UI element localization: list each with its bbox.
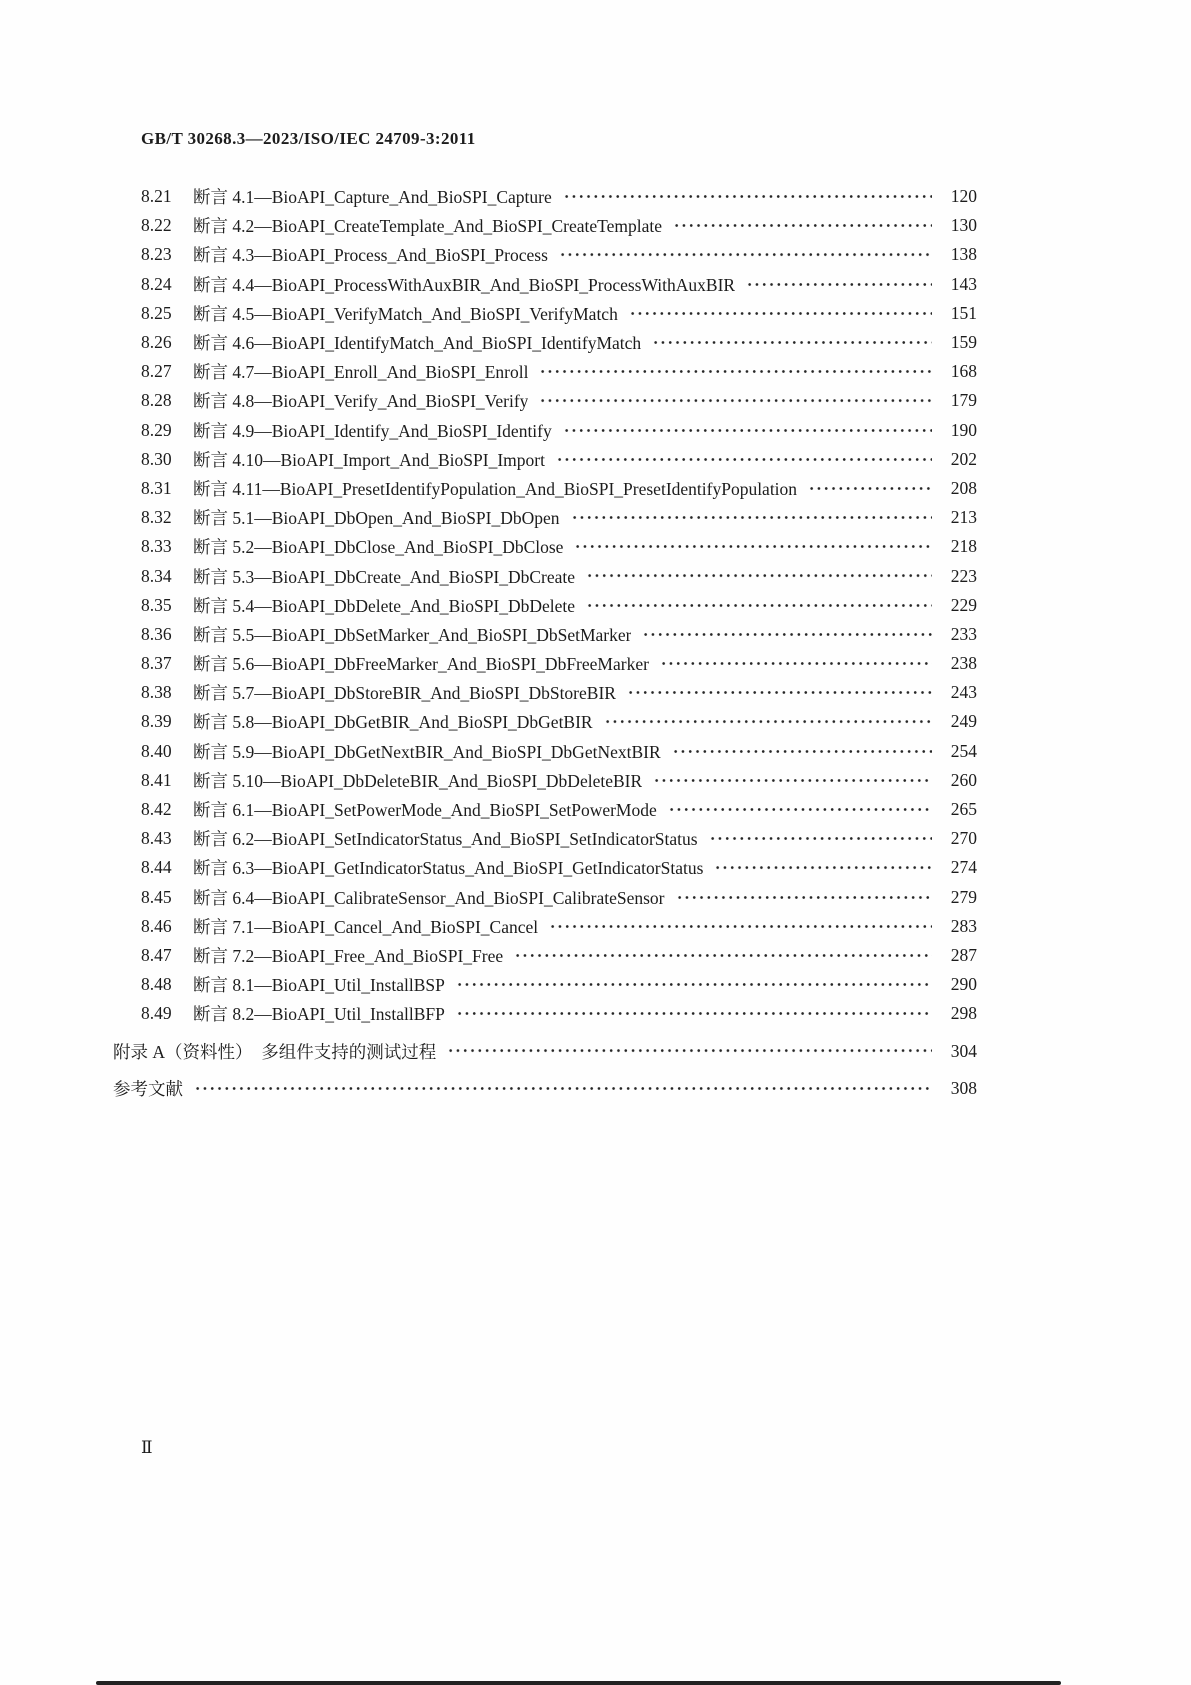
toc-entry-page: 233 xyxy=(950,623,977,644)
toc-entry-number: 8.30 xyxy=(141,448,172,469)
toc-entry-page: 265 xyxy=(950,799,977,820)
toc-entry xyxy=(113,503,977,532)
toc-entry xyxy=(113,912,977,941)
toc-entry xyxy=(113,737,977,766)
dot-leader xyxy=(538,357,932,386)
toc-entry-title: 断言 5.10—BioAPI_DbDeleteBIR_And_BioSPI_DbDeleteBIR xyxy=(193,770,643,791)
dot-leader xyxy=(193,1074,932,1103)
toc-entry-number: 8.34 xyxy=(141,565,172,586)
dot-leader xyxy=(659,649,932,678)
toc-entry-page: 254 xyxy=(950,740,977,761)
toc-entry-title: 断言 4.10—BioAPI_Import_And_BioSPI_Import xyxy=(193,449,545,470)
dot-leader xyxy=(671,737,932,766)
document-standard-number: GB/T 30268.3—2023/ISO/IEC 24709-3:2011 xyxy=(141,129,476,148)
dot-leader xyxy=(555,445,932,474)
toc-entry-number: 8.27 xyxy=(141,361,172,382)
toc-entry xyxy=(113,532,977,561)
dot-leader xyxy=(573,532,932,561)
toc-entry-number: 8.44 xyxy=(141,857,172,878)
toc-entry-page: 270 xyxy=(950,828,977,849)
toc-entry-page: 249 xyxy=(950,711,977,732)
toc-entry-page: 243 xyxy=(950,682,977,703)
toc-entry-title: 断言 7.2—BioAPI_Free_And_BioSPI_Free xyxy=(193,945,504,966)
dot-leader xyxy=(603,707,932,736)
toc-entry-title: 断言 5.2—BioAPI_DbClose_And_BioSPI_DbClose xyxy=(193,537,564,558)
toc-entry-page: 218 xyxy=(950,536,977,557)
toc-entry-title: 断言 4.2—BioAPI_CreateTemplate_And_BioSPI_CreateTemplate xyxy=(193,216,662,237)
toc-entry-page: 159 xyxy=(950,332,977,353)
toc-entry-title: 断言 6.2—BioAPI_SetIndicatorStatus_And_BioSPI_SetIndicatorStatus xyxy=(193,829,698,850)
dot-leader xyxy=(455,970,932,999)
toc-entry-title: 断言 5.6—BioAPI_DbFreeMarker_And_BioSPI_DbFreeMarker xyxy=(193,654,649,675)
toc-entry xyxy=(113,299,977,328)
toc-entry-title: 断言 5.4—BioAPI_DbDelete_And_BioSPI_DbDelete xyxy=(193,595,576,616)
toc-entry-page: 290 xyxy=(950,974,977,995)
scan-edge-artifact xyxy=(96,1681,1061,1685)
toc-entry-number: 8.35 xyxy=(141,594,172,615)
toc-entry-page: 279 xyxy=(950,886,977,907)
toc-entry-page: 283 xyxy=(950,915,977,936)
dot-leader xyxy=(562,416,932,445)
toc-entry xyxy=(113,474,977,503)
dot-leader xyxy=(548,912,932,941)
toc-entry-number: 8.49 xyxy=(141,1003,172,1024)
dot-leader xyxy=(628,299,932,328)
toc-entry-title: 断言 4.1—BioAPI_Capture_And_BioSPI_Capture xyxy=(193,187,552,208)
dot-leader xyxy=(513,941,932,970)
toc-entry xyxy=(113,999,977,1028)
dot-leader xyxy=(708,824,932,853)
toc-entry-title: 断言 4.7—BioAPI_Enroll_And_BioSPI_Enroll xyxy=(193,362,529,383)
dot-leader xyxy=(641,620,932,649)
dot-leader xyxy=(626,678,932,707)
toc-entry xyxy=(113,766,977,795)
dot-leader xyxy=(745,270,932,299)
toc-entry-page: 238 xyxy=(950,653,977,674)
dot-leader xyxy=(455,999,932,1028)
dot-leader xyxy=(713,853,932,882)
toc-entry-title: 断言 5.8—BioAPI_DbGetBIR_And_BioSPI_DbGetBIR xyxy=(193,712,593,733)
toc-entry-page: 260 xyxy=(950,769,977,790)
toc-entry-page: 120 xyxy=(950,186,977,207)
toc-entry-number: 8.42 xyxy=(141,799,172,820)
toc-entry-page: 151 xyxy=(950,302,977,323)
toc-entry-number: 8.31 xyxy=(141,477,172,498)
dot-leader xyxy=(667,795,932,824)
dot-leader xyxy=(651,328,932,357)
toc-entry-number: 8.24 xyxy=(141,273,172,294)
toc-entry-title: 断言 7.1—BioAPI_Cancel_And_BioSPI_Cancel xyxy=(193,916,539,937)
toc-entry-title: 附录 A（资料性） 多组件支持的测试过程 xyxy=(113,1041,437,1062)
toc-entry-page: 138 xyxy=(950,244,977,265)
toc-entry xyxy=(113,591,977,620)
toc-entry xyxy=(113,853,977,882)
toc-entry-page: 168 xyxy=(950,361,977,382)
dot-leader xyxy=(672,211,932,240)
toc-entry-number: 8.37 xyxy=(141,653,172,674)
toc-entry xyxy=(113,182,977,211)
toc-entry xyxy=(113,824,977,853)
toc-entry-title: 断言 5.9—BioAPI_DbGetNextBIR_And_BioSPI_DbGetNextBIR xyxy=(193,741,661,762)
toc-entry-title: 断言 4.11—BioAPI_PresetIdentifyPopulation_And_BioSPI_PresetIdentifyPopulation xyxy=(193,478,798,499)
toc-entry-page: 229 xyxy=(950,594,977,615)
dot-leader xyxy=(562,182,932,211)
toc-entry-number: 8.46 xyxy=(141,915,172,936)
toc-entry-page: 223 xyxy=(950,565,977,586)
toc-entry xyxy=(113,1074,977,1103)
toc-entry xyxy=(113,795,977,824)
toc-entry-number: 8.33 xyxy=(141,536,172,557)
toc-entry-number: 8.48 xyxy=(141,974,172,995)
table-of-contents xyxy=(113,182,977,1103)
toc-entry xyxy=(113,941,977,970)
dot-leader xyxy=(538,386,932,415)
toc-entry-title: 断言 5.3—BioAPI_DbCreate_And_BioSPI_DbCreate xyxy=(193,566,576,587)
toc-entry-title: 断言 5.7—BioAPI_DbStoreBIR_And_BioSPI_DbStoreBIR xyxy=(193,683,616,704)
toc-entry-number: 8.43 xyxy=(141,828,172,849)
toc-entry-page: 304 xyxy=(950,1040,977,1061)
dot-leader xyxy=(585,561,932,590)
toc-entry-title: 断言 4.8—BioAPI_Verify_And_BioSPI_Verify xyxy=(193,391,529,412)
toc-entry-title: 参考文献 xyxy=(113,1078,183,1099)
toc-entry xyxy=(113,386,977,415)
toc-entry-number: 8.22 xyxy=(141,215,172,236)
toc-entry-number: 8.36 xyxy=(141,623,172,644)
toc-entry xyxy=(113,970,977,999)
toc-entry-number: 8.39 xyxy=(141,711,172,732)
toc-entry-number: 8.21 xyxy=(141,186,172,207)
toc-entry-title: 断言 5.1—BioAPI_DbOpen_And_BioSPI_DbOpen xyxy=(193,508,560,529)
toc-entry-number: 8.28 xyxy=(141,390,172,411)
toc-entry-number: 8.45 xyxy=(141,886,172,907)
toc-entry xyxy=(113,445,977,474)
toc-entry-number: 8.38 xyxy=(141,682,172,703)
dot-leader xyxy=(675,883,932,912)
toc-entry-number: 8.29 xyxy=(141,419,172,440)
dot-leader xyxy=(585,591,932,620)
toc-entry-title: 断言 8.1—BioAPI_Util_InstallBSP xyxy=(193,975,445,996)
dot-leader xyxy=(807,474,932,503)
toc-entry-number: 8.25 xyxy=(141,302,172,323)
toc-entry-page: 143 xyxy=(950,273,977,294)
toc-entry-page: 287 xyxy=(950,944,977,965)
toc-entry-number: 8.26 xyxy=(141,332,172,353)
dot-leader xyxy=(570,503,932,532)
toc-entry-page: 202 xyxy=(950,448,977,469)
dot-leader xyxy=(558,240,932,269)
toc-entry xyxy=(113,649,977,678)
toc-entry-title: 断言 4.9—BioAPI_Identify_And_BioSPI_Identify xyxy=(193,420,552,441)
toc-entry xyxy=(113,883,977,912)
toc-entry xyxy=(113,270,977,299)
toc-entry-number: 8.32 xyxy=(141,507,172,528)
toc-entry-number: 8.23 xyxy=(141,244,172,265)
toc-entry xyxy=(113,211,977,240)
toc-entry-title: 断言 4.3—BioAPI_Process_And_BioSPI_Process xyxy=(193,245,548,266)
toc-entry xyxy=(113,416,977,445)
toc-entry xyxy=(113,678,977,707)
page-number: Ⅱ xyxy=(141,1438,153,1457)
toc-entry-number: 8.40 xyxy=(141,740,172,761)
dot-leader xyxy=(446,1036,932,1065)
toc-entry xyxy=(113,561,977,590)
toc-entry-page: 179 xyxy=(950,390,977,411)
toc-entry-title: 断言 5.5—BioAPI_DbSetMarker_And_BioSPI_DbSetMarker xyxy=(193,624,632,645)
toc-entry-title: 断言 4.4—BioAPI_ProcessWithAuxBIR_And_BioSPI_ProcessWithAuxBIR xyxy=(193,274,736,295)
toc-entry-number: 8.47 xyxy=(141,944,172,965)
toc-entry-number: 8.41 xyxy=(141,769,172,790)
toc-entry-page: 130 xyxy=(950,215,977,236)
toc-entry-page: 274 xyxy=(950,857,977,878)
toc-entry-page: 208 xyxy=(950,477,977,498)
toc-entry-page: 298 xyxy=(950,1003,977,1024)
toc-entry-page: 190 xyxy=(950,419,977,440)
dot-leader xyxy=(652,766,932,795)
toc-entry-title: 断言 4.5—BioAPI_VerifyMatch_And_BioSPI_VerifyMatch xyxy=(193,303,618,324)
toc-entry xyxy=(113,1036,977,1065)
toc-entry-title: 断言 6.3—BioAPI_GetIndicatorStatus_And_BioSPI_GetIndicatorStatus xyxy=(193,858,704,879)
toc-entry xyxy=(113,357,977,386)
toc-entry-title: 断言 8.2—BioAPI_Util_InstallBFP xyxy=(193,1004,445,1025)
toc-entry-title: 断言 4.6—BioAPI_IdentifyMatch_And_BioSPI_IdentifyMatch xyxy=(193,333,642,354)
toc-entry-title: 断言 6.1—BioAPI_SetPowerMode_And_BioSPI_SetPowerMode xyxy=(193,800,657,821)
toc-entry-page: 308 xyxy=(950,1077,977,1098)
toc-entry xyxy=(113,328,977,357)
toc-entry xyxy=(113,707,977,736)
toc-entry-title: 断言 6.4—BioAPI_CalibrateSensor_And_BioSPI_CalibrateSensor xyxy=(193,887,665,908)
toc-entry xyxy=(113,620,977,649)
toc-entry-page: 213 xyxy=(950,507,977,528)
toc-entry xyxy=(113,240,977,269)
